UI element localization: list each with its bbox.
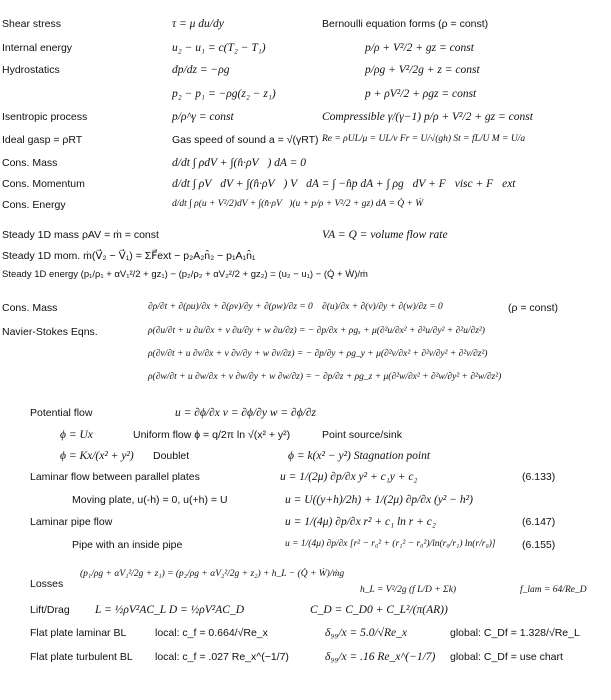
isentropic-eq: p/ρ^γ = const [172, 111, 234, 123]
steady-energy: Steady 1D energy (p₁/ρ₁ + αV₁²/2 + gz₁) − (p₂/ρ₂ + αV₂²/2 + gz₂) = (u₂ − u₁) − (Q̇ + Ẇ)/ṁ [2, 269, 368, 280]
incompressible-mass-eq: ∂(u)/∂x + ∂(v)/∂y + ∂(w)/∂z = 0 [322, 302, 443, 312]
source-sink-eq: Uniform flow ϕ = q/2π ln √(x² + y²) [133, 429, 291, 441]
ns-cons-mass-eq: ∂ρ/∂t + ∂(ρu)/∂x + ∂(ρv)/∂y + ∂(ρw)/∂z = 0 [148, 302, 313, 312]
lift-drag-label: Lift/Drag [30, 604, 70, 616]
drag-polar-eq: C_D = C_D0 + C_L²/(π(AR)) [310, 604, 448, 616]
potential-velocity-eq: u = ∂ϕ/∂x v = ∂ϕ/∂y w = ∂ϕ/∂z [175, 407, 317, 419]
cons-energy-eq: d/dt ∫ ρ(u + V²/2)dV + ∫(n̂·ρV⃗)(u + p/ρ + V²/2 + gz) dA = Q̇ + Ẇ [172, 199, 424, 209]
hydrostatics-label: Hydrostatics [2, 64, 60, 76]
cons-momentum-label: Cons. Momentum [2, 178, 85, 190]
volume-flow-rate: VA = Q = volume flow rate [322, 229, 448, 241]
losses-eq: (p₁/ρg + αV₁²/2g + z₁) = (p₂/ρg + αV₂²/2g + z₂) + h_L − (Q̇ + Ẇ)/ṁg [80, 569, 345, 579]
ns-cons-mass-label: Cons. Mass [2, 302, 58, 314]
cons-momentum-eq: d/dt ∫ ρV⃗dV + ∫(n̂·ρV⃗) V⃗dA = ∫ −n̂p dA + ∫ ρg⃗dV + F⃗visc + F⃗ext [172, 178, 516, 190]
cons-mass-label: Cons. Mass [2, 157, 58, 169]
dimensionless-numbers: Re = ρUL/μ = UL/ν Fr = U/√(gh) St = fL/U M = U/a [322, 134, 526, 144]
compressible-bernoulli: Compressible γ/(γ−1) p/ρ + V²/2 + gz = const [322, 111, 533, 123]
cons-mass-eq: d/dt ∫ ρdV + ∫(n̂·ρV⃗) dA = 0 [172, 157, 307, 169]
ns-x-eq: ρ(∂u/∂t + u ∂u/∂x + v ∂u/∂y + w ∂u/∂z) = − ∂p/∂x + ρgₓ + μ(∂²u/∂x² + ∂²u/∂y² + ∂²u/∂z²) [148, 326, 485, 336]
cons-energy-label: Cons. Energy [2, 199, 66, 211]
laminar-bl-global: global: C_Df = 1.328/√Re_L [450, 627, 580, 639]
ns-z-eq: ρ(∂w/∂t + u ∂w/∂x + v ∂w/∂y + w ∂w/∂z) = − ∂p/∂z + ρg_z + μ(∂²w/∂x² + ∂²w/∂y² + ∂²w/∂z²) [148, 372, 502, 382]
source-sink-label: Point source/sink [322, 429, 402, 441]
ns-label: Navier-Stokes Eqns. [2, 326, 98, 338]
laminar-bl-local: local: c_f = 0.664/√Re_x [155, 627, 268, 639]
lift-drag-eq: L = ½ρV²AC_L D = ½ρV²AC_D [95, 604, 245, 616]
bernoulli-form-2: p/ρg + V²/2g + z = const [365, 64, 480, 76]
shear-stress-eq: τ = μ du/dy [172, 18, 224, 30]
speed-of-sound-eq: Gas speed of sound a = √(γRT) [172, 134, 319, 146]
internal-energy-eq: u₂ − u₁ = c(T₂ − T₁) [172, 42, 266, 54]
steady-momentum: Steady 1D mom. ṁ(V⃗₂ − V⃗₁) = ΣF⃗ext − p₂A₂n̂₂ − p₁A₁n̂₁ [2, 250, 256, 262]
bernoulli-form-3: p + ρV²/2 + ρgz = const [365, 88, 477, 100]
hydrostatics-eq-2: p₂ − p₁ = −ρg(z₂ − z₁) [172, 88, 276, 100]
bernoulli-title: Bernoulli equation forms (ρ = const) [322, 18, 489, 30]
eq-number-6-147: (6.147) [522, 516, 556, 528]
laminar-bl-label: Flat plate laminar BL [30, 627, 127, 639]
inside-pipe-label: Pipe with an inside pipe [72, 539, 183, 551]
stagnation-point: ϕ = k(x² − y²) Stagnation point [288, 450, 431, 462]
inside-pipe-eq: u = 1/(4μ) ∂p/∂x [r² − r₀² + (r₁² − r₀²)/ln(r₀/r₁) ln(r/r₀)] [285, 539, 496, 549]
turbulent-bl-local: local: c_f = .027 Re_x^(−1/7) [155, 651, 289, 663]
moving-plate-label: Moving plate, u(-h) = 0, u(+h) = U [72, 494, 228, 506]
doublet-label: Doublet [153, 450, 190, 462]
bernoulli-form-1: p/ρ + V²/2 + gz = const [365, 42, 474, 54]
parallel-plates-label: Laminar flow between parallel plates [30, 471, 200, 483]
head-loss-eq: h_L = V²/2g (f L/D + Σk) [360, 585, 457, 595]
internal-energy-label: Internal energy [2, 42, 73, 54]
ideal-gas-label: Ideal gasp = ρRT [2, 134, 83, 146]
shear-stress-label: Shear stress [2, 18, 61, 30]
pipe-flow-eq: u = 1/(4μ) ∂p/∂x r² + c₁ ln r + c₂ [285, 516, 436, 528]
uniform-flow-phi: ϕ = Ux [60, 429, 93, 441]
potential-flow-label: Potential flow [30, 407, 93, 419]
laminar-bl-thickness: δ₉₉/x = 5.0/√Re_x [325, 627, 408, 639]
pipe-flow-label: Laminar pipe flow [30, 516, 113, 528]
ns-y-eq: ρ(∂v/∂t + u ∂v/∂x + v ∂v/∂y + w ∂v/∂z) = − ∂p/∂y + ρg_y + μ(∂²v/∂x² + ∂²v/∂y² + ∂²v/∂z²) [148, 349, 488, 359]
hydrostatics-eq: dp/dz = −ρg [172, 64, 230, 76]
laminar-friction-eq: f_lam = 64/Re_D [520, 585, 587, 595]
eq-number-6-133: (6.133) [522, 471, 556, 483]
turbulent-bl-global: global: C_Df = use chart [450, 651, 563, 663]
isentropic-label: Isentropic process [2, 111, 88, 123]
steady-mass: Steady 1D mass ρAV = ṁ = const [2, 229, 159, 241]
const-density-note: (ρ = const) [508, 302, 559, 314]
losses-label: Losses [30, 578, 64, 590]
moving-plate-eq: u = U((y+h)/2h) + 1/(2μ) ∂p/∂x (y² − h²) [285, 494, 473, 506]
parallel-plates-eq: u = 1/(2μ) ∂p/∂x y² + c₁y + c₂ [280, 471, 418, 483]
turbulent-bl-label: Flat plate turbulent BL [30, 651, 133, 663]
eq-number-6-155: (6.155) [522, 539, 556, 551]
turbulent-bl-thickness: δ₉₉/x = .16 Re_x^(−1/7) [325, 651, 436, 663]
doublet-phi: ϕ = Kx/(x² + y²) [60, 450, 134, 462]
